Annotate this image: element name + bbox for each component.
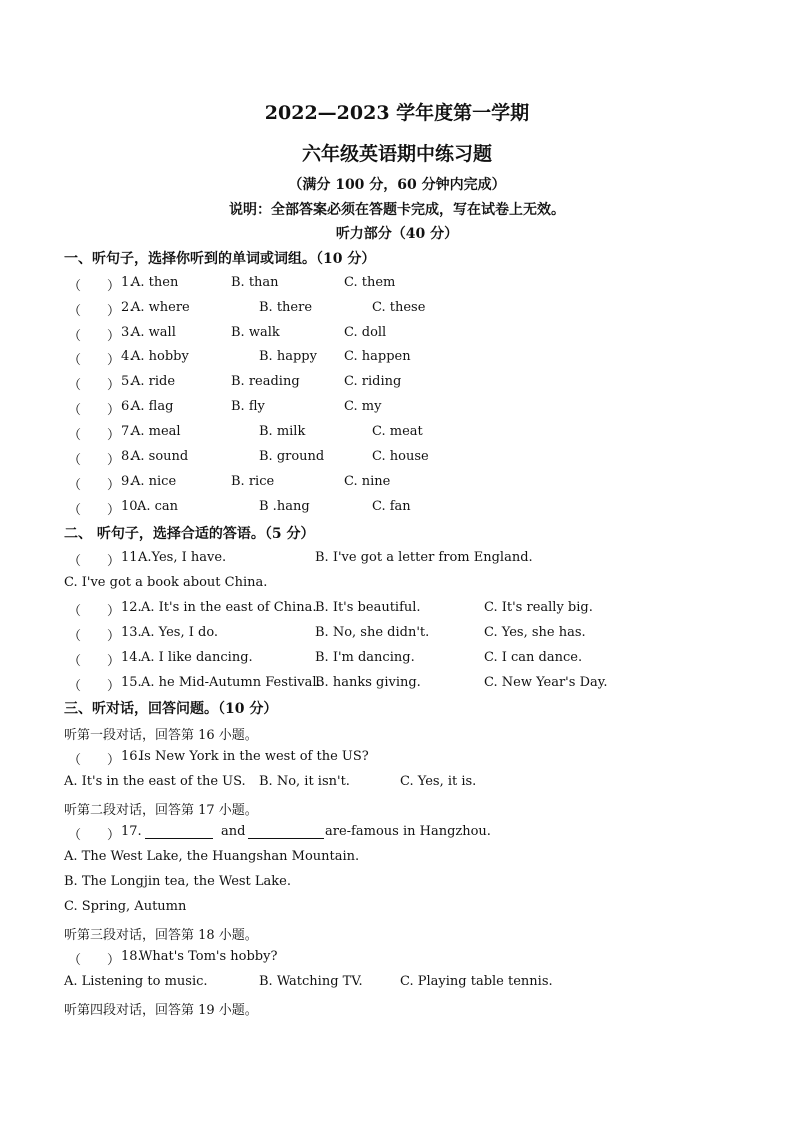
dialog4-note: 听第四段对话，回答第 19 小题。 (64, 1003, 258, 1018)
option-b: B. ground (259, 449, 325, 464)
option-a: A. he Mid-Autumn Festival. (141, 675, 321, 690)
answer-paren-close: ） (107, 428, 121, 443)
option-c: C. nine (344, 474, 391, 489)
dialog3-note: 听第三段对话，回答第 18 小题。 (64, 928, 258, 943)
option-c: C. fan (372, 499, 411, 514)
section1-heading: 一、听句子，选择你听到的单词或词组。（10 分） (64, 251, 376, 267)
option-c: C. these (372, 300, 426, 315)
option-a: A. I like dancing. (141, 650, 253, 665)
answer-paren-close: ） (107, 629, 121, 644)
answer-paren-open: （ (68, 478, 82, 493)
q11-option-b: B. I've got a letter from England. (315, 550, 533, 565)
option-b: B. It's beautiful. (315, 600, 421, 615)
answer-paren-open: （ (68, 654, 82, 669)
answer-paren-close: ） (107, 329, 121, 344)
question-num: 4. (121, 349, 134, 364)
q18-num: 18. (121, 949, 142, 964)
option-b: B. happy (259, 349, 317, 364)
answer-paren-open: （ (68, 378, 82, 393)
answer-paren-open: （ (68, 304, 82, 319)
answer-paren-close: ） (107, 403, 121, 418)
option-c: C. I can dance. (484, 650, 583, 665)
option-b: B .hang (259, 499, 310, 514)
question-num: 15. (121, 675, 142, 690)
option-b: B. walk (231, 325, 280, 340)
answer-paren-open: （ (68, 828, 82, 843)
answer-paren-close: ） (107, 453, 121, 468)
option-a: A. It's in the east of China. (141, 600, 317, 615)
question-num: 2. (121, 300, 134, 315)
answer-paren-open: （ (68, 679, 82, 694)
question-num: 8. (121, 449, 134, 464)
answer-paren-open: （ (68, 453, 82, 468)
q11-option-c: C. I've got a book about China. (64, 575, 268, 590)
q17-option-c: C. Spring, Autumn (64, 899, 187, 914)
question-num: 6. (121, 399, 134, 414)
option-b: B. hanks giving. (315, 675, 421, 690)
option-a: A. can (137, 499, 179, 514)
q16-num: 16. (121, 749, 142, 764)
option-a: A. then (131, 275, 179, 290)
q17-tail: are-famous in Hangzhou. (325, 824, 491, 839)
q17-option-a: A. The West Lake, the Huangshan Mountain. (64, 849, 360, 864)
answer-paren-open: （ (68, 753, 82, 768)
option-c: C. meat (372, 424, 423, 439)
answer-paren-close: ） (107, 953, 121, 968)
score-note: （满分 100 分，60 分钟内完成） (288, 177, 506, 193)
section3-heading: 三、听对话，回答问题。（10 分） (64, 701, 278, 717)
answer-paren-open: （ (68, 604, 82, 619)
answer-paren-close: ） (107, 503, 121, 518)
q17-num: 17. (121, 824, 142, 839)
answer-paren-close: ） (107, 378, 121, 393)
option-a: A. wall (131, 325, 176, 340)
answer-paren-open: （ (68, 329, 82, 344)
option-b: B. rice (231, 474, 275, 489)
question-num: 7. (121, 424, 134, 439)
option-c: C. New Year's Day. (484, 675, 608, 690)
q17-and: and (221, 824, 246, 839)
answer-paren-close: ） (107, 304, 121, 319)
question-num: 12. (121, 600, 142, 615)
q16-text: Is New York in the west of the US? (139, 749, 369, 764)
answer-paren-close: ） (107, 753, 121, 768)
option-c: C. my (344, 399, 382, 414)
instruction: 说明：全部答案必须在答题卡完成，写在试卷上无效。 (229, 202, 565, 218)
q16-option-b: B. No, it isn't. (259, 774, 350, 789)
q18-option-a: A. Listening to music. (64, 974, 208, 989)
q16-option-a: A. It's in the east of the US. (64, 774, 246, 789)
option-b: B. I'm dancing. (315, 650, 415, 665)
section2-heading: 二、 听句子，选择合适的答语。（5 分） (64, 526, 315, 542)
option-c: C. It's really big. (484, 600, 593, 615)
option-c: C. Yes, she has. (484, 625, 586, 640)
option-a: A. meal (131, 424, 181, 439)
question-num: 10. (121, 499, 142, 514)
q17-option-b: B. The Longjin tea, the West Lake. (64, 874, 291, 889)
question-num: 1. (121, 275, 134, 290)
answer-paren-close: ） (107, 679, 121, 694)
question-num: 5. (121, 374, 134, 389)
answer-paren-close: ） (107, 353, 121, 368)
option-c: C. happen (344, 349, 411, 364)
option-a: A. flag (131, 399, 174, 414)
answer-paren-close: ） (107, 654, 121, 669)
option-c: C. riding (344, 374, 402, 389)
question-num: 13. (121, 625, 142, 640)
exam-title: 六年级英语期中练习题 (301, 143, 492, 165)
answer-paren-open: （ (68, 953, 82, 968)
option-b: B. reading (231, 374, 300, 389)
option-c: C. them (344, 275, 396, 290)
answer-paren-open: （ (68, 503, 82, 518)
answer-paren-close: ） (107, 604, 121, 619)
option-b: B. No, she didn't. (315, 625, 430, 640)
answer-paren-open: （ (68, 403, 82, 418)
listening-part: 听力部分（40 分） (335, 226, 459, 242)
answer-paren-open: （ (68, 353, 82, 368)
option-a: A. Yes, I do. (141, 625, 219, 640)
q16-option-c: C. Yes, it is. (400, 774, 477, 789)
option-b: B. than (231, 275, 279, 290)
question-num: 9. (121, 474, 134, 489)
q18-option-b: B. Watching TV. (259, 974, 363, 989)
dialog2-note: 听第二段对话，回答第 17 小题。 (64, 803, 258, 818)
q17-blank-1 (145, 824, 213, 839)
dialog1-note: 听第一段对话，回答第 16 小题。 (64, 728, 258, 743)
year-title: 2022—2023 学年度第一学期 (264, 102, 530, 124)
option-b: B. fly (231, 399, 265, 414)
answer-paren-open: （ (68, 279, 82, 294)
option-a: A. nice (131, 474, 177, 489)
option-b: B. there (259, 300, 313, 315)
answer-paren-close: ） (107, 828, 121, 843)
answer-paren-close: ） (107, 554, 121, 569)
q18-text: What's Tom's hobby? (139, 949, 278, 964)
answer-paren-open: （ (68, 428, 82, 443)
option-c: C. doll (344, 325, 387, 340)
answer-paren-open: （ (68, 629, 82, 644)
option-a: A. hobby (131, 349, 189, 364)
q11-option-a: A.Yes, I have. (138, 550, 227, 565)
option-b: B. milk (259, 424, 306, 439)
question-num: 3. (121, 325, 134, 340)
question-num: 14. (121, 650, 142, 665)
option-a: A. sound (131, 449, 189, 464)
option-a: A. where (131, 300, 190, 315)
q18-option-c: C. Playing table tennis. (400, 974, 553, 989)
answer-paren-close: ） (107, 478, 121, 493)
answer-paren-open: （ (68, 554, 82, 569)
option-a: A. ride (131, 374, 176, 389)
q17-blank-2 (248, 824, 324, 839)
q11-num: 11. (121, 550, 142, 565)
answer-paren-close: ） (107, 279, 121, 294)
option-c: C. house (372, 449, 429, 464)
